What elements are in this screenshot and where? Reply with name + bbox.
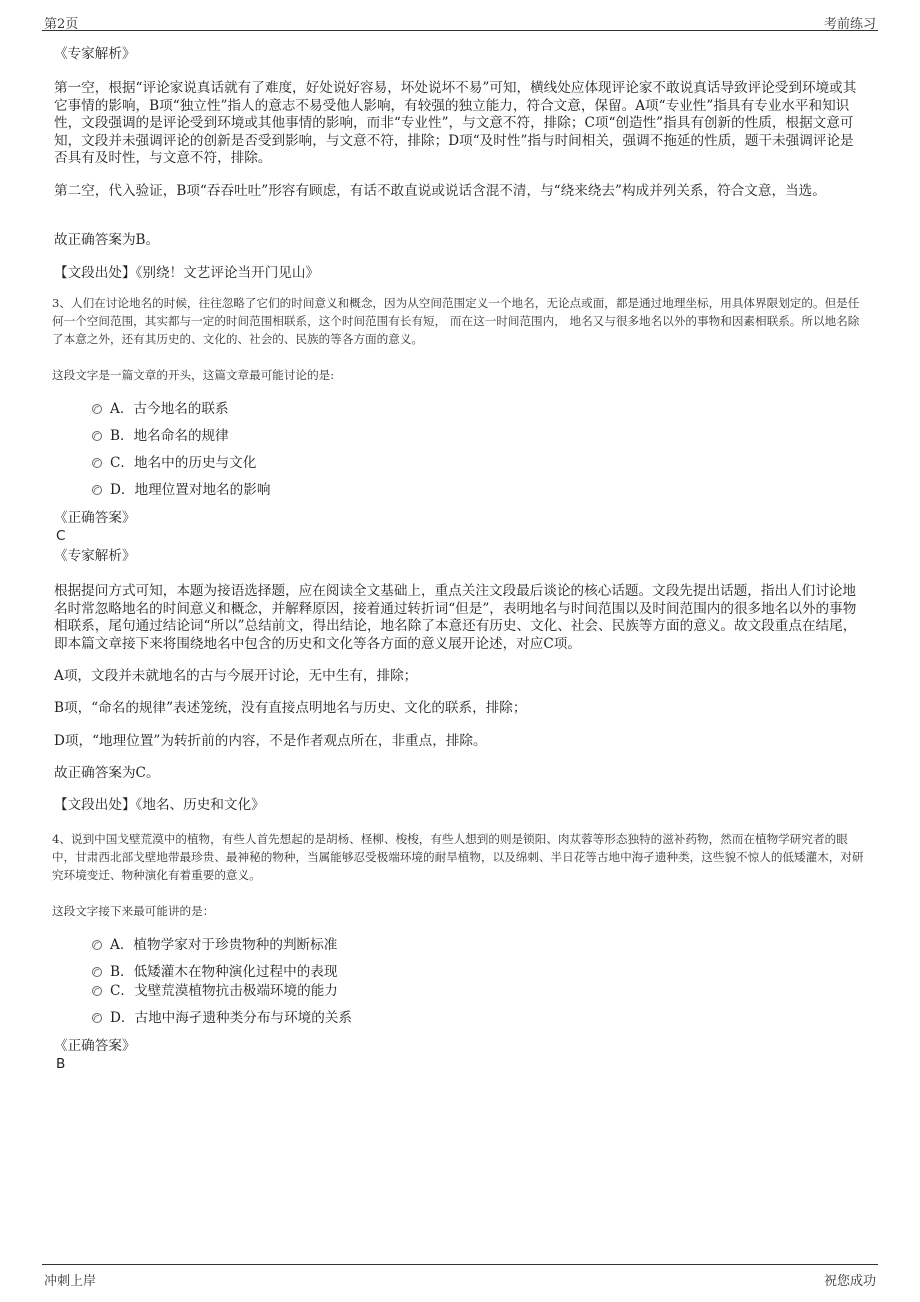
analysis-option-a: A项，文段并未就地名的古与今展开讨论，无中生有，排除； [54,668,418,684]
analysis-paragraph: 第二空，代入验证，B项“吞吞吐吐”形容有顾虑，有话不敢直说或说话含混不清，与“绕来绕去”构成并列关系，符合文意，当选。 [54,183,826,199]
option-a[interactable]: A．植物学家对于珍贵物种的判断标准 [92,936,337,954]
radio-icon[interactable] [92,1013,102,1023]
option-c[interactable]: C．戈壁荒漠植物抗击极端环境的能力 [92,982,338,1000]
option-d[interactable]: D．地理位置对地名的影响 [92,481,270,499]
radio-icon[interactable] [92,986,102,996]
correct-answer: B [56,1056,66,1072]
header-title: 考前练习 [823,17,876,32]
radio-icon[interactable] [92,940,102,950]
option-b[interactable]: B．低矮灌木在物种演化过程中的表现 [92,963,338,981]
question-prompt: 这段文字是一篇文章的开头，这篇文章最可能讨论的是: [52,368,335,382]
footer-left: 冲刺上岸 [44,1274,97,1289]
question-stem: 3、人们在讨论地名的时候，往往忽略了它们的时间意义和概念，因为从空间范围定义一个地名，无论点或面，都是通过地理坐标，用具体界限划定的。但是任何一个空间范围，其实都与一定的时间范围相联系，这个时间范围有长有短， 而在这一时间范围内， 地名又与很多地名以外的事物和因素相联系。所以地名除了本意之外，还有其历史的、文化的、社会的、民族的等各方面的意义。 [52,296,860,346]
page-number: 第2页 [44,17,79,32]
answer-label: 《正确答案》 [54,1038,136,1054]
option-c[interactable]: C．地名中的历史与文化 [92,454,256,472]
option-d[interactable]: D．古地中海孑遗种类分布与环境的关系 [92,1009,352,1027]
analysis-option-b: B项，“命名的规律”表述笼统，没有直接点明地名与历史、文化的联系，排除； [54,700,527,716]
radio-icon[interactable] [92,458,102,468]
page-header [42,10,878,31]
analysis-paragraph: 根据提问方式可知，本题为接语选择题，应在阅读全文基础上，重点关注文段最后谈论的核心话题。文段先提出话题，指出人们讨论地名时常忽略地名的时间意义和概念，并解释原因，接着通过转折词“但是”，表明地名与时间范围以及时间范围内的很多地名以外的事物相联系，尾句通过结论词“所以”总结前文，得出结论，地名除了本意还有历史、文化、社会、民族等方面的意义。故文段重点在结尾，即本篇文章接下来将围绕地名中包含的历史和文化等各方面的意义展开论述，对应C项。 [54,583,857,652]
analysis-paragraph: 第一空，根据“评论家说真话就有了难度，好处说好容易，坏处说坏不易”可知，横线处应体现评论家不敢说真话导致评论受到环境或其它事情的影响，B项“独立性”指人的意志不易受他人影响，有较强的独立能力，符合文意，保留。A项“专业性”指具有专业水平和知识性，文段强调的是评论受到环境或其他事情的影响，而非“专业性”，与文意不符，排除；C项“创造性”指具有创新的性质，根据文意可知，文段并未强调评论的创新是否受到影响，与文意不符，排除；D项“及时性”指与时间相关，强调不拖延的性质，题干未强调评论是否具有及时性，与文意不符，排除。 [54,80,857,167]
analysis-label: 《专家解析》 [54,548,136,564]
radio-icon[interactable] [92,431,102,441]
option-a[interactable]: A．古今地名的联系 [92,400,229,418]
source: 【文段出处】《地名、历史和文化》 [54,797,265,813]
analysis-option-d: D项，“地理位置”为转折前的内容，不是作者观点所在，非重点，排除。 [54,733,487,749]
radio-icon[interactable] [92,404,102,414]
option-b[interactable]: B．地名命名的规律 [92,427,229,445]
question-stem: 4、说到中国戈壁荒漠中的植物，有些人首先想起的是胡杨、柽柳、梭梭，有些人想到的则是锁阳、肉苁蓉等形态独特的滋补药物，然而在植物学研究者的眼中，甘肃西北部戈壁地带最珍贵、最神秘的物种，当属能够忍受极端环境的耐旱植物，以及绵刺、半日花等古地中海孑遗种类，这些貌不惊人的低矮灌木，对研究环境变迁、物种演化有着重要的意义。 [52,832,864,882]
question-prompt: 这段文字接下来最可能讲的是： [52,904,215,918]
footer-right: 祝您成功 [823,1274,876,1289]
radio-icon[interactable] [92,967,102,977]
answer-label: 《正确答案》 [54,510,136,526]
radio-icon[interactable] [92,485,102,495]
source: 【文段出处】《别绕！文艺评论当开门见山》 [54,265,320,281]
conclusion: 故正确答案为B。 [54,232,160,248]
analysis-label: 《专家解析》 [54,46,136,62]
correct-answer: C [56,528,66,544]
page-footer [42,1264,878,1289]
conclusion: 故正确答案为C。 [54,765,160,781]
